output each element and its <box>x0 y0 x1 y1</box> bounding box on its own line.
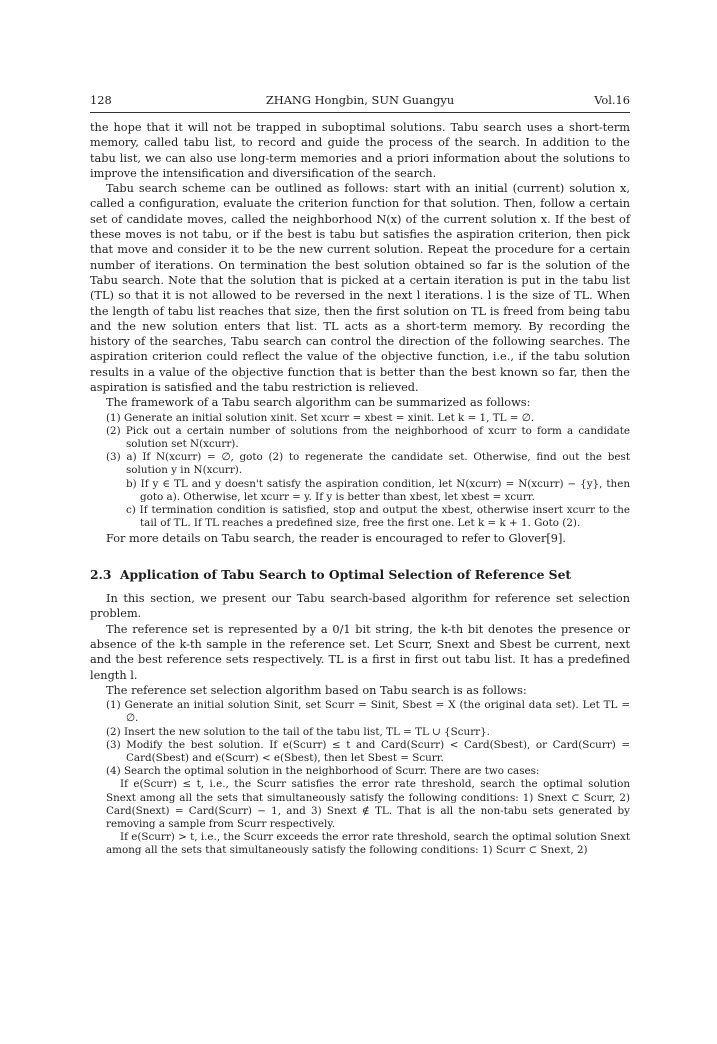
algorithm-case: If e(Scurr) > t, i.e., the Scurr exceeds the error rate threshold, search the optimal solution Snext among all the sets that simultaneously satisfy the following conditions: 1) Scurr ⊂ Snext, 2) <box>106 831 630 857</box>
algorithm-substep: b) If y ∈ TL and y doesn't satisfy the aspiration condition, let N(xcurr) = N(xcurr) − {y}, then goto a). Otherwise, let xcurr = y. If y is better than xbest, let xbest = xcurr. <box>126 477 630 503</box>
algorithm-case: If e(Scurr) ≤ t, i.e., the Scurr satisfies the error rate threshold, search the optimal solution Snext among all the sets that simultaneously satisfy the following conditions: 1) Snext ⊂ Scurr, 2) Card(Snext) = Card(Scurr) − 1, and 3) Snext ∉ TL. That is all the non-tabu sets generated by removing a sample from Scurr respectively. <box>106 778 630 830</box>
paragraph: In this section, we present our Tabu search-based algorithm for reference set selection problem. <box>90 592 630 621</box>
algorithm-step: (1) Generate an initial solution Sinit, set Scurr = Sinit, Sbest = X (the original data set). Let TL = ∅. <box>106 699 630 725</box>
section-number: 2.3 <box>90 566 112 582</box>
section-title: Application of Tabu Search to Optimal Selection of Reference Set <box>120 566 572 582</box>
paragraph: The reference set selection algorithm based on Tabu search is as follows: <box>106 683 527 697</box>
paragraph: The framework of a Tabu search algorithm can be summarized as follows: <box>106 396 531 410</box>
volume-label: Vol.16 <box>594 93 630 107</box>
paragraph: For more details on Tabu search, the reader is encouraged to refer to Glover[9]. <box>106 532 566 546</box>
selection-steps <box>90 699 630 857</box>
running-header-authors: ZHANG Hongbin, SUN Guangyu <box>265 93 455 107</box>
algorithm-step: (4) Search the optimal solution in the neighborhood of Scurr. There are two cases: <box>106 765 540 778</box>
algorithm-step: (3) a) If N(xcurr) = ∅, goto (2) to regenerate the candidate set. Otherwise, find out the best solution y in N(xcurr). <box>106 451 630 477</box>
body-text <box>90 120 630 859</box>
paragraph: the hope that it will not be trapped in suboptimal solutions. Tabu search uses a short-term memory, called tabu list, to record and guide the process of the search. In addition to the tabu list, we can also use long-term memories and a priori information about the solutions to improve the intensification and diversification of the search. <box>90 121 630 180</box>
running-header <box>90 92 630 108</box>
algorithm-step: (2) Pick out a certain number of solutions from the neighborhood of xcurr to form a candidate solution set N(xcurr). <box>106 424 630 451</box>
page-number: 128 <box>90 93 112 107</box>
framework-steps <box>90 412 630 531</box>
header-rule <box>90 112 630 113</box>
algorithm-step: (2) Insert the new solution to the tail of the tabu list, TL = TL ∪ {Scurr}. <box>106 725 490 738</box>
algorithm-step: (1) Generate an initial solution xinit. Set xcurr = xbest = xinit. Let k = 1, TL = ∅. <box>106 411 535 424</box>
algorithm-substep: c) If termination condition is satisfied, stop and output the xbest, otherwise insert xcurr to the tail of TL. If TL reaches a predefined size, free the first one. Let k = k + 1. Goto (2). <box>126 504 630 530</box>
algorithm-step: (3) Modify the best solution. If e(Scurr) ≤ t and Card(Scurr) < Card(Sbest), or Card(Scurr) = Card(Sbest) and e(Scurr) < e(Sbest), then let Sbest = Scurr. <box>106 738 630 764</box>
section-heading <box>90 567 630 582</box>
paragraph: The reference set is represented by a 0/1 bit string, the k-th bit denotes the presence or absence of the k-th sample in the reference set. Let Scurr, Snext and Sbest be current, next and the best reference sets respectively. TL is a first in first out tabu list. It has a predefined length l. <box>90 622 630 682</box>
paragraph: Tabu search scheme can be outlined as follows: start with an initial (current) solution x, called a configuration, evaluate the criterion function for that solution. Then, follow a certain set of candidate moves, called the neighborhood N(x) of the current solution x. If the best of these moves is not tabu, or if the best is tabu but satisfies the aspiration criterion, then pick that move and consider it to be the new current solution. Repeat the procedure for a certain number of iterations. On termination the best solution obtained so far is the solution of the Tabu search. Note that the solution that is picked at a certain iteration is put in the tabu list (TL) so that it is not allowed to be reversed in the next l iterations. l is the size of TL. When the length of tabu list reaches that size, then the first solution on TL is freed from being tabu and the new solution enters that list. TL acts as a short-term memory. By recording the history of the searches, Tabu search can control the direction of the following searches. The aspiration criterion could reflect the value of the objective function, i.e., if the tabu solution results in a value of the objective function that is better than the best known so far, then the aspiration is satisfied and the tabu restriction is relieved. <box>90 182 630 395</box>
